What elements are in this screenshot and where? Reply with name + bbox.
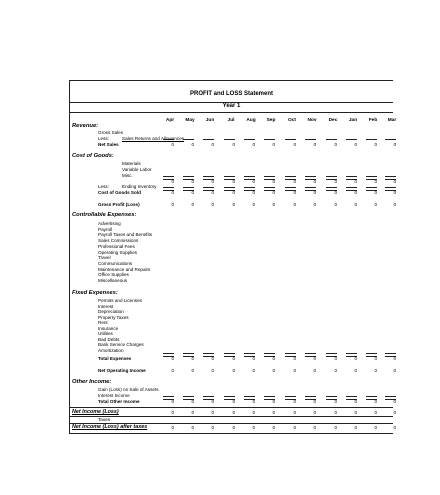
month-header: Aug: [246, 118, 256, 123]
ending-inventory-label: Ending Inventory: [122, 184, 157, 189]
value-cell: 0: [171, 202, 174, 207]
value-cell: 0: [252, 410, 255, 415]
value-cell: 0: [171, 368, 174, 373]
value-cell: 0: [354, 202, 357, 207]
value-cell: 0: [313, 410, 316, 415]
value-cell: 0: [272, 142, 275, 147]
value-cell: 0: [191, 142, 194, 147]
month-header: Oct: [288, 118, 296, 123]
value-cell: 0: [293, 179, 296, 184]
month-header: Jun: [205, 118, 215, 123]
controllable-item: Operating Supplies: [98, 249, 138, 255]
value-cell: 0: [293, 202, 296, 207]
value-cell: 0: [334, 356, 337, 361]
value-cell: 0: [293, 425, 296, 430]
value-cell: 0: [272, 356, 275, 361]
controllable-item: Maintenance and Repairs: [98, 266, 151, 272]
value-cell: 0: [211, 179, 214, 184]
value-cell: 0: [293, 410, 296, 415]
value-cell: 0: [293, 190, 296, 195]
value-cell: 0: [252, 399, 255, 404]
returns-label: Sales Returns and Allowances: [122, 136, 185, 141]
value-cell: 0: [334, 190, 337, 195]
month-header: Sep: [266, 118, 276, 123]
value-cell: 0: [191, 399, 194, 404]
value-cell: 0: [313, 368, 316, 373]
value-cell: 0: [374, 399, 377, 404]
value-cell: 0: [393, 425, 396, 430]
fixed-item: Interest: [98, 303, 114, 309]
net-after-taxes-label: Net Income (Loss) after taxes: [72, 424, 148, 430]
value-cell: 0: [191, 202, 194, 207]
value-cell: 0: [354, 356, 357, 361]
month-header: Mar: [387, 118, 397, 123]
fixed-heading: Fixed Expenses:: [72, 290, 118, 296]
value-cell: 0: [393, 410, 396, 415]
value-cell: 0: [393, 190, 396, 195]
materials-label: Materials: [122, 161, 141, 166]
value-cell: 0: [393, 356, 396, 361]
value-cell: 0: [191, 368, 194, 373]
controllable-item: Professional Fees: [98, 243, 135, 249]
value-cell: 0: [334, 425, 337, 430]
value-cell: 0: [354, 179, 357, 184]
value-cell: 0: [293, 356, 296, 361]
value-cell: 0: [171, 142, 174, 147]
value-cell: 0: [252, 179, 255, 184]
value-cell: 0: [232, 356, 235, 361]
value-cell: 0: [272, 399, 275, 404]
value-cell: 0: [211, 190, 214, 195]
gross-profit-label: Gross Profit (Loss): [98, 202, 140, 207]
value-cell: 0: [374, 425, 377, 430]
cell-underline: [244, 139, 255, 140]
fixed-item: Amortization: [98, 347, 124, 353]
gain-label: Gain (Loss) on Sale of Assets: [98, 387, 159, 392]
net-sales-label: Net Sales: [98, 142, 119, 147]
fixed-item: Rent: [98, 320, 108, 325]
cell-underline: [366, 139, 377, 140]
value-cell: 0: [191, 190, 194, 195]
value-cell: 0: [232, 410, 235, 415]
value-cell: 0: [393, 399, 396, 404]
value-cell: 0: [313, 356, 316, 361]
value-cell: 0: [334, 368, 337, 373]
cell-underline: [326, 139, 337, 140]
value-cell: 0: [313, 190, 316, 195]
value-cell: 0: [334, 202, 337, 207]
value-cell: 0: [293, 368, 296, 373]
value-cell: 0: [211, 425, 214, 430]
value-cell: 0: [374, 410, 377, 415]
controllable-item: Sales Commissions: [98, 238, 139, 244]
value-cell: 0: [272, 190, 275, 195]
cell-underline: [264, 139, 275, 140]
value-cell: 0: [393, 142, 396, 147]
value-cell: 0: [211, 142, 214, 147]
cogs-less-label: Less:: [98, 184, 109, 189]
statement-year: Year 1: [222, 103, 241, 109]
cell-underline: [305, 139, 316, 140]
value-cell: 0: [191, 356, 194, 361]
month-header: May: [185, 118, 195, 123]
cell-underline: [285, 139, 296, 140]
fixed-item: Bad Debts: [98, 336, 120, 342]
labor-label: Variable Labor: [122, 167, 152, 172]
value-cell: 0: [354, 368, 357, 373]
controllable-item: Payroll: [98, 226, 113, 232]
value-cell: 0: [232, 399, 235, 404]
value-cell: 0: [252, 425, 255, 430]
value-cell: 0: [374, 142, 377, 147]
value-cell: 0: [211, 356, 214, 361]
value-cell: 0: [232, 142, 235, 147]
net-operating-label: Net Operating Income: [98, 368, 146, 373]
fixed-item: Permits and Licenses: [98, 298, 142, 303]
misc-label: Misc.: [122, 173, 133, 178]
value-cell: 0: [374, 202, 377, 207]
net-divider-1: [70, 407, 393, 408]
value-cell: 0: [232, 425, 235, 430]
controllable-item: Payroll Taxes and Benefits: [98, 232, 153, 238]
month-header: Feb: [368, 118, 378, 123]
cell-underline: [163, 139, 174, 140]
value-cell: 0: [374, 356, 377, 361]
statement-title: PROFIT and LOSS Statement: [189, 91, 273, 97]
controllable-item: Office Supplies: [98, 272, 129, 278]
value-cell: 0: [171, 425, 174, 430]
net-divider-2: [70, 416, 393, 417]
value-cell: 0: [171, 356, 174, 361]
month-header: Jan: [348, 118, 358, 123]
value-cell: 0: [293, 399, 296, 404]
controllable-heading: Controllable Expenses:: [72, 212, 137, 218]
fixed-item: Utilities: [98, 331, 113, 336]
value-cell: 0: [374, 179, 377, 184]
value-cell: 0: [211, 410, 214, 415]
controllable-item: Advertising: [98, 221, 121, 226]
value-cell: 0: [334, 142, 337, 147]
value-cell: 0: [313, 179, 316, 184]
fixed-item: Bank Service Charges: [98, 342, 144, 347]
value-cell: 0: [313, 399, 316, 404]
taxes-label: Taxes: [98, 417, 110, 422]
value-cell: 0: [393, 202, 396, 207]
month-header: Dec: [328, 118, 338, 123]
controllable-item: Miscellaneous: [98, 278, 128, 283]
interest-income-label: Interest Income: [98, 393, 130, 398]
value-cell: 0: [293, 142, 296, 147]
cell-underline: [203, 139, 214, 140]
other-income-heading: Other Income:: [72, 379, 112, 385]
fixed-item: Property Taxes: [98, 314, 129, 320]
value-cell: 0: [211, 202, 214, 207]
value-cell: 0: [272, 425, 275, 430]
value-cell: 0: [171, 190, 174, 195]
value-cell: 0: [252, 190, 255, 195]
value-cell: 0: [171, 179, 174, 184]
total-other-label: Total Other Income: [98, 399, 140, 404]
revenue-heading: Revenue:: [72, 123, 99, 129]
controllable-item: Travel: [98, 255, 111, 261]
cell-underline: [224, 139, 235, 140]
value-cell: 0: [334, 399, 337, 404]
value-cell: 0: [211, 368, 214, 373]
month-header: Nov: [307, 118, 317, 123]
cogs-heading: Cost of Goods:: [72, 153, 114, 159]
value-cell: 0: [313, 142, 316, 147]
value-cell: 0: [393, 368, 396, 373]
cost-sold-label: Cost of Goods Sold: [98, 190, 141, 195]
value-cell: 0: [374, 368, 377, 373]
value-cell: 0: [393, 179, 396, 184]
value-cell: 0: [313, 202, 316, 207]
value-cell: 0: [191, 410, 194, 415]
value-cell: 0: [354, 425, 357, 430]
value-cell: 0: [272, 368, 275, 373]
value-cell: 0: [232, 190, 235, 195]
value-cell: 0: [211, 399, 214, 404]
value-cell: 0: [191, 425, 194, 430]
value-cell: 0: [171, 399, 174, 404]
value-cell: 0: [252, 142, 255, 147]
month-header: Jul: [227, 118, 235, 123]
value-cell: 0: [313, 425, 316, 430]
value-cell: 0: [354, 190, 357, 195]
profit-loss-sheet: [69, 80, 397, 434]
value-cell: 0: [354, 399, 357, 404]
controllable-item: Communications: [98, 260, 133, 266]
total-expenses-label: Total Expenses: [98, 356, 132, 361]
year-divider: [70, 112, 393, 113]
month-header: Apr: [165, 118, 175, 123]
value-cell: 0: [252, 368, 255, 373]
value-cell: 0: [252, 202, 255, 207]
cell-underline: [346, 139, 357, 140]
fixed-item: Depreciation: [98, 309, 124, 314]
value-cell: 0: [272, 179, 275, 184]
less-label: Less:: [98, 136, 109, 141]
cell-underline: [183, 139, 194, 140]
cell-underline: [385, 139, 396, 140]
value-cell: 0: [171, 410, 174, 415]
value-cell: 0: [232, 202, 235, 207]
value-cell: 0: [334, 179, 337, 184]
net-income-label: Net Income (Loss): [72, 409, 119, 415]
value-cell: 0: [232, 179, 235, 184]
value-cell: 0: [334, 410, 337, 415]
value-cell: 0: [374, 190, 377, 195]
value-cell: 0: [354, 410, 357, 415]
value-cell: 0: [354, 142, 357, 147]
value-cell: 0: [232, 368, 235, 373]
fixed-item: Insurance: [98, 325, 119, 331]
value-cell: 0: [272, 202, 275, 207]
gross-sales-label: Gross Sales: [98, 130, 124, 135]
value-cell: 0: [252, 356, 255, 361]
value-cell: 0: [272, 410, 275, 415]
value-cell: 0: [191, 179, 194, 184]
